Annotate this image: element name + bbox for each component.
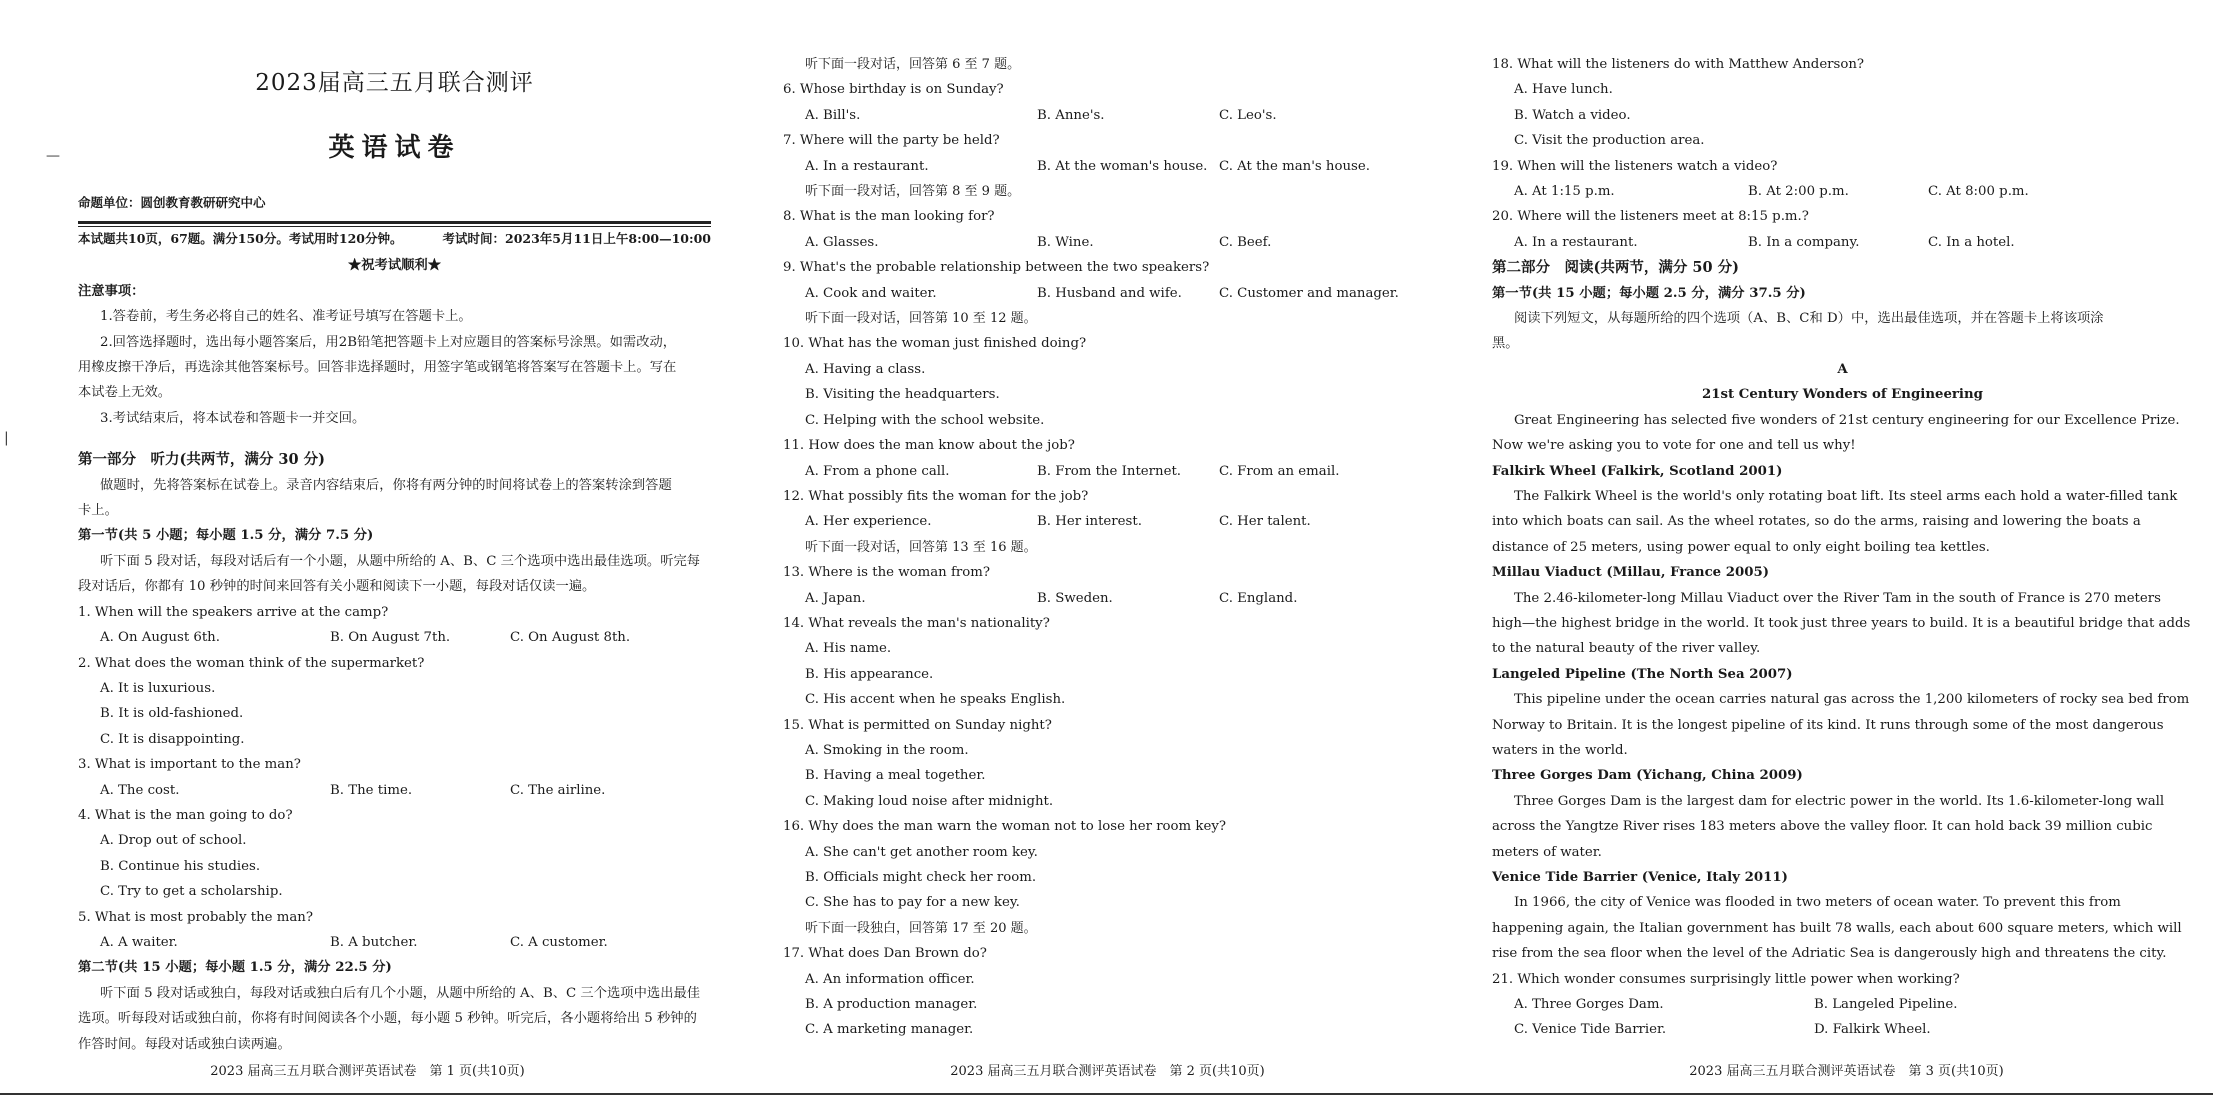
part2-heading: 第二部分 阅读(共两节，满分 50 分) <box>1492 259 1739 277</box>
scan-mark-bar: | <box>4 430 9 446</box>
option-10a: A. Having a class. <box>805 361 926 377</box>
question-15: 15. What is permitted on Sunday night? <box>783 717 1052 733</box>
options-9 <box>783 281 1456 306</box>
option-2c: C. It is disappointing. <box>100 731 245 747</box>
passage-letter: A <box>1837 361 1848 377</box>
option-18b: B. Watch a video. <box>1514 107 1631 123</box>
option-2a: A. It is luxurious. <box>100 680 216 696</box>
exam-subtitle: 英语试卷 <box>328 133 461 163</box>
option-3c: C. The airline. <box>510 782 606 798</box>
question-8: 8. What is the man looking for? <box>783 209 995 225</box>
page-1-footer: 2023 届高三五月联合测评英语试卷 第 1 页(共10页) <box>210 1064 525 1079</box>
question-20: 20. Where will the listeners meet at 8:15 p.m.? <box>1492 209 1809 225</box>
question-4: 4. What is the man going to do? <box>78 807 293 823</box>
option-13a: A. Japan. <box>805 590 866 606</box>
option-5a: A. A waiter. <box>100 934 178 950</box>
option-12a: A. Her experience. <box>805 514 932 530</box>
wonder-1-title: Falkirk Wheel (Falkirk, Scotland 2001) <box>1492 463 1783 479</box>
note-2a: 2.回答选择题时，选出每小题答案后，用2B铅笔把答题卡上对应题目的答案标号涂黑。如需改动， <box>100 334 677 350</box>
page-3-footer: 2023 届高三五月联合测评英语试卷 第 3 页(共10页) <box>1689 1064 2004 1079</box>
options-3 <box>78 778 711 803</box>
note-3: 3.考试结束后，将本试卷和答题卡一并交回。 <box>100 410 366 426</box>
option-1c: C. On August 8th. <box>510 630 631 646</box>
option-10c: C. Helping with the school website. <box>805 412 1045 428</box>
question-12: 12. What possibly fits the woman for the job? <box>783 488 1089 504</box>
sec2-heading: 第二节(共 15 小题；每小题 1.5 分，满分 22.5 分) <box>78 960 392 976</box>
exam-info-right: 考试时间：2023年5月11日上午8:00—10:00 <box>442 231 711 247</box>
wonder-5-b: happening again, the Italian government has built 78 walls, each about 600 square meters, which will <box>1492 920 2182 936</box>
sec1-intro-b: 段对话后，你都有 10 秒钟的时间来回答有关小题和阅读下一小题，每段对话仅读一遍。 <box>78 579 596 595</box>
options-21-row2 <box>1492 1017 2193 1042</box>
option-16b: B. Officials might check her room. <box>805 870 1037 885</box>
option-19a: A. At 1:15 p.m. <box>1514 184 1615 200</box>
wonder-5-title: Venice Tide Barrier (Venice, Italy 2011) <box>1492 870 1788 885</box>
passage-title: 21st Century Wonders of Engineering <box>1702 387 1983 403</box>
question-7: 7. Where will the party be held? <box>783 133 1000 149</box>
wonder-4-b: across the Yangtze River rises 183 meters above the valley floor. It can hold back 39 million cubic <box>1492 819 2153 835</box>
option-2b: B. It is old-fashioned. <box>100 706 244 722</box>
option-12c: C. Her talent. <box>1219 514 1311 530</box>
question-2: 2. What does the woman think of the supermarket? <box>78 655 425 671</box>
hint-10-12: 听下面一段对话，回答第 10 至 12 题。 <box>805 311 1037 327</box>
option-11c: C. From an email. <box>1219 463 1340 479</box>
option-7a: A. In a restaurant. <box>805 158 929 174</box>
passage-intro-b: Now we're asking you to vote for one and tell us why! <box>1492 438 1856 454</box>
option-15c: C. Making loud noise after midnight. <box>805 793 1054 809</box>
option-6a: A. Bill's. <box>805 107 861 123</box>
options-1 <box>78 625 711 650</box>
note-1: 1.答卷前，考生务必将自己的姓名、准考证号填写在答题卡上。 <box>100 309 472 325</box>
question-19: 19. When will the listeners watch a video? <box>1492 158 1778 174</box>
options-21-row1 <box>1492 992 2193 1017</box>
option-5c: C. A customer. <box>510 934 608 950</box>
wonder-3-a: This pipeline under the ocean carries natural gas across the 1,200 kilometers of rocky sea bed from <box>1514 692 2190 708</box>
option-17c: C. A marketing manager. <box>805 1022 974 1038</box>
option-4b: B. Continue his studies. <box>100 858 261 874</box>
wonder-3-c: waters in the world. <box>1492 742 1628 758</box>
sec1-intro-a: 听下面 5 段对话，每段对话后有一个小题，从题中所给的 A、B、C 三个选项中选出最佳选项。听完每 <box>100 553 701 569</box>
option-3b: B. The time. <box>330 782 413 798</box>
option-8a: A. Glasses. <box>805 234 879 250</box>
page-2 <box>735 0 1480 1105</box>
option-1a: A. On August 6th. <box>100 630 220 646</box>
options-20 <box>1492 230 2193 255</box>
hint-8-9: 听下面一段对话，回答第 8 至 9 题。 <box>805 184 1021 200</box>
question-6: 6. Whose birthday is on Sunday? <box>783 82 1004 98</box>
option-18a: A. Have lunch. <box>1514 82 1613 98</box>
option-13c: C. England. <box>1219 590 1298 606</box>
reading-sec1-heading: 第一节(共 15 小题；每小题 2.5 分，满分 37.5 分) <box>1492 285 1806 301</box>
wonder-1-a: The Falkirk Wheel is the world's only rotating boat lift. Its steel arms each hold a water-filled tank <box>1514 488 2178 504</box>
passage-intro-a: Great Engineering has selected five wonders of 21st century engineering for our Excellence Prize. <box>1514 412 2180 428</box>
option-20c: C. In a hotel. <box>1928 234 2015 250</box>
wonder-2-a: The 2.46-kilometer-long Millau Viaduct over the River Tam in the south of France is 270 meters <box>1514 590 2161 606</box>
options-12 <box>783 509 1456 534</box>
question-9: 9. What's the probable relationship between the two speakers? <box>783 260 1210 276</box>
option-14c: C. His accent when he speaks English. <box>805 692 1066 708</box>
option-10b: B. Visiting the headquarters. <box>805 387 1000 403</box>
options-13 <box>783 586 1456 611</box>
notes-heading: 注意事项： <box>78 283 145 299</box>
sec2-intro-c: 作答时间。每段对话或独白读两遍。 <box>78 1036 291 1052</box>
option-4c: C. Try to get a scholarship. <box>100 884 283 900</box>
question-11: 11. How does the man know about the job? <box>783 438 1075 454</box>
question-1: 1. When will the speakers arrive at the camp? <box>78 604 389 620</box>
page-3 <box>1480 0 2213 1105</box>
option-15b: B. Having a meal together. <box>805 768 986 784</box>
option-21b: B. Langeled Pipeline. <box>1814 997 1958 1013</box>
sec2-intro-a: 听下面 5 段对话或独白，每段对话或独白后有几个小题，从题中所给的 A、B、C 三个选项中选出最佳 <box>100 985 701 1001</box>
option-21c: C. Venice Tide Barrier. <box>1514 1022 1667 1038</box>
sec2-intro-b: 选项。听每段对话或独白前，你将有时间阅读各个小题，每小题 5 秒钟。听完后，各小题将给出 5 秒钟的 <box>78 1011 697 1027</box>
wonder-4-a: Three Gorges Dam is the largest dam for electric power in the world. Its 1.6-kilometer-long wall <box>1514 793 2165 809</box>
note-2b: 用橡皮擦干净后，再选涂其他答案标号。回答非选择题时，用签字笔或钢笔将答案写在答题卡上。写在 <box>78 360 677 376</box>
exam-info <box>78 229 711 249</box>
option-15a: A. Smoking in the room. <box>805 742 969 758</box>
wonder-5-c: rise from the sea floor when the level of the Adriatic Sea is dangerously high and threatens the city. <box>1492 946 2167 962</box>
option-19b: B. At 2:00 p.m. <box>1748 184 1849 200</box>
reading-intro-b: 黑。 <box>1492 336 1519 352</box>
part1-intro-b: 卡上。 <box>78 503 118 519</box>
wonder-2-c: to the natural beauty of the river valley. <box>1492 641 1761 657</box>
option-4a: A. Drop out of school. <box>100 833 247 849</box>
sec1-heading: 第一节(共 5 小题；每小题 1.5 分，满分 7.5 分) <box>78 528 374 544</box>
wonder-5-a: In 1966, the city of Venice was flooded in two meters of ocean water. To prevent this from <box>1514 895 2121 911</box>
option-11a: A. From a phone call. <box>805 463 950 479</box>
option-8b: B. Wine. <box>1037 234 1094 250</box>
option-3a: A. The cost. <box>100 782 180 798</box>
note-2c: 本试卷上无效。 <box>78 385 172 401</box>
secret-mark: ★祝考试顺利★ <box>347 258 442 274</box>
hint-13-16: 听下面一段对话，回答第 13 至 16 题。 <box>805 539 1037 555</box>
options-11 <box>783 459 1456 484</box>
option-20b: B. In a company. <box>1748 234 1860 250</box>
question-17: 17. What does Dan Brown do? <box>783 946 987 962</box>
option-7b: B. At the woman's house. <box>1037 158 1208 174</box>
org-line: 命题单位：圆创教育教研研究中心 <box>78 195 266 210</box>
option-8c: C. Beef. <box>1219 234 1272 250</box>
options-19 <box>1492 179 2193 204</box>
option-9c: C. Customer and manager. <box>1219 285 1399 301</box>
wonder-2-title: Millau Viaduct (Millau, France 2005) <box>1492 565 1770 581</box>
question-13: 13. Where is the woman from? <box>783 565 990 581</box>
option-21a: A. Three Gorges Dam. <box>1514 997 1664 1013</box>
option-14a: A. His name. <box>805 641 892 657</box>
question-3: 3. What is important to the man? <box>78 757 301 773</box>
wonder-2-b: high—the highest bridge in the world. It took just three years to build. It is a beautiful bridge that adds <box>1492 615 2191 631</box>
page-2-footer: 2023 届高三五月联合测评英语试卷 第 2 页(共10页) <box>950 1064 1265 1079</box>
question-18: 18. What will the listeners do with Matthew Anderson? <box>1492 57 1865 72</box>
question-21: 21. Which wonder consumes surprisingly little power when working? <box>1492 971 1960 987</box>
option-21d: D. Falkirk Wheel. <box>1814 1022 1931 1038</box>
wonder-1-c: distance of 25 meters, using power equal to only eight boiling tea kettles. <box>1492 539 1990 555</box>
option-19c: C. At 8:00 p.m. <box>1928 184 2029 200</box>
option-12b: B. Her interest. <box>1037 514 1142 530</box>
question-16: 16. Why does the man warn the woman not to lose her room key? <box>783 819 1226 835</box>
question-10: 10. What has the woman just finished doing? <box>783 336 1087 352</box>
header-rule <box>78 221 711 227</box>
question-5: 5. What is most probably the man? <box>78 909 314 925</box>
part1-heading: 第一部分 听力(共两节，满分 30 分) <box>78 451 325 469</box>
page-1 <box>0 0 735 1105</box>
option-7c: C. At the man's house. <box>1219 158 1370 174</box>
question-14: 14. What reveals the man's nationality? <box>783 615 1050 631</box>
option-13b: B. Sweden. <box>1037 590 1113 606</box>
wonder-1-b: into which boats can sail. As the wheel rotates, so do the arms, raising and lowering the boats a <box>1492 514 2141 530</box>
option-9b: B. Husband and wife. <box>1037 285 1182 301</box>
option-18c: C. Visit the production area. <box>1514 133 1705 149</box>
option-6c: C. Leo's. <box>1219 107 1277 123</box>
option-17b: B. A production manager. <box>805 997 978 1013</box>
option-6b: B. Anne's. <box>1037 107 1105 123</box>
exam-info-left: 本试题共10页，67题。满分150分。考试用时120分钟。 <box>78 231 403 247</box>
options-5 <box>78 930 711 955</box>
wonder-3-title: Langeled Pipeline (The North Sea 2007) <box>1492 666 1793 682</box>
wonder-4-title: Three Gorges Dam (Yichang, China 2009) <box>1492 768 1803 784</box>
reading-intro-a: 阅读下列短文，从每题所给的四个选项（A、B、C和 D）中，选出最佳选项，并在答题卡上将该项涂 <box>1514 311 2104 327</box>
option-16a: A. She can't get another room key. <box>805 844 1038 860</box>
wonder-3-b: Norway to Britain. It is the longest pipeline of its kind. It runs through some of the most dangerous <box>1492 717 2164 733</box>
scan-mark-dash: — <box>46 148 60 164</box>
exam-title: 2023届高三五月联合测评 <box>255 70 534 96</box>
options-6 <box>783 103 1456 128</box>
option-16c: C. She has to pay for a new key. <box>805 895 1020 911</box>
hint-17-20: 听下面一段独白，回答第 17 至 20 题。 <box>805 920 1037 936</box>
part1-intro-a: 做题时，先将答案标在试卷上。录音内容结束后，你将有两分钟的时间将试卷上的答案转涂到答题 <box>100 477 672 493</box>
options-8 <box>783 230 1456 255</box>
options-7 <box>783 154 1456 179</box>
option-20a: A. In a restaurant. <box>1514 234 1638 250</box>
option-11b: B. From the Internet. <box>1037 463 1182 479</box>
option-17a: A. An information officer. <box>805 971 975 987</box>
option-14b: B. His appearance. <box>805 666 934 682</box>
option-1b: B. On August 7th. <box>330 630 451 646</box>
option-5b: B. A butcher. <box>330 934 418 950</box>
hint-6-7: 听下面一段对话，回答第 6 至 7 题。 <box>805 57 1021 72</box>
wonder-4-c: meters of water. <box>1492 844 1602 860</box>
bottom-edge-line <box>0 1093 2213 1095</box>
option-9a: A. Cook and waiter. <box>805 285 937 301</box>
